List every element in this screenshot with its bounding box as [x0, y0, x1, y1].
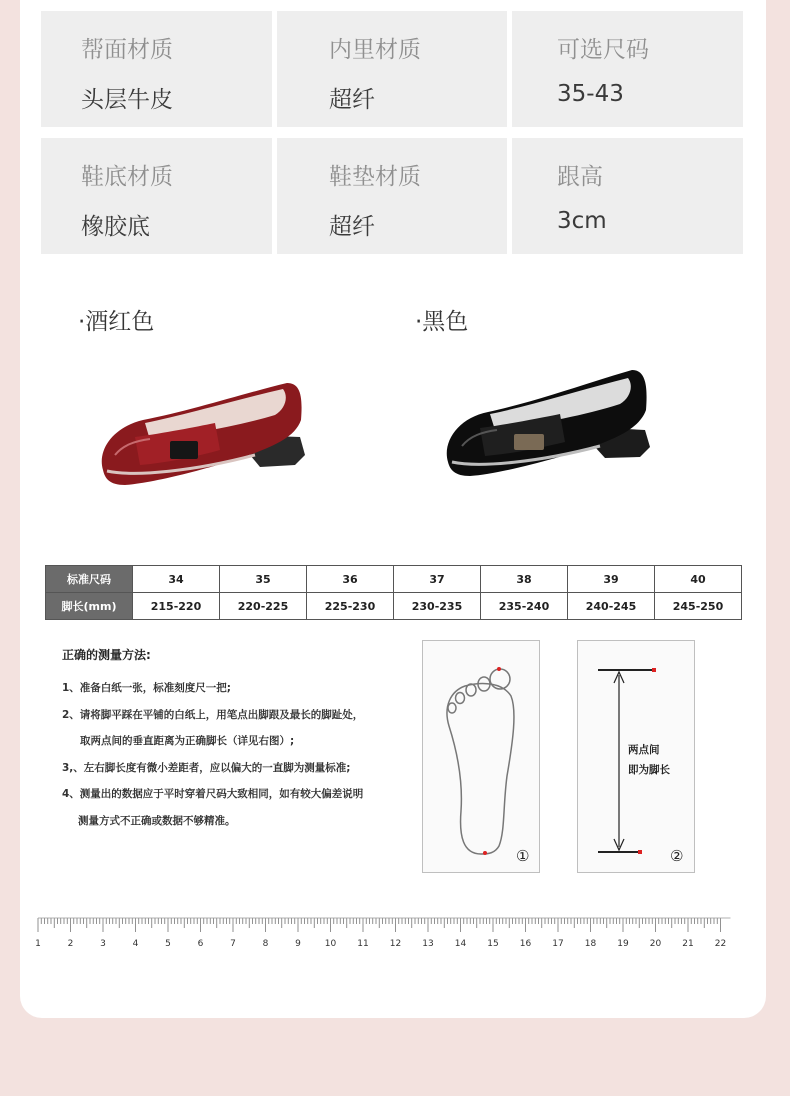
spec-value: 橡胶底 [81, 214, 150, 240]
table-row [46, 593, 742, 620]
measure-step: 1、准备白纸一张，标准刻度尺一把; [62, 682, 232, 694]
length-row-header: 脚长(mm) [46, 593, 133, 620]
size-chart-table [45, 565, 742, 620]
spec-value: 超纤 [329, 214, 375, 240]
spec-label: 跟高 [557, 164, 603, 190]
ruler-number: 10 [324, 939, 337, 949]
length-cell: 220-225 [220, 593, 307, 620]
length-cell: 235-240 [481, 593, 568, 620]
size-cell: 38 [481, 566, 568, 593]
ruler-number: 3 [100, 939, 106, 949]
spec-value: 头层牛皮 [81, 87, 173, 113]
ruler-number: 6 [197, 939, 204, 949]
measure-step: 取两点间的垂直距离为正确脚长（详见右图）; [80, 735, 295, 747]
measure-step: 2、请将脚平踩在平铺的白纸上，用笔点出脚跟及最长的脚趾处， [62, 709, 364, 721]
ruler-number: 2 [67, 939, 74, 949]
size-cell: 39 [568, 566, 655, 593]
ruler-number: 16 [519, 939, 532, 949]
spec-value: 超纤 [329, 87, 375, 113]
measure-step: 4、测量出的数据应于平时穿着尺码大致相同，如有较大偏差说明 [62, 788, 364, 800]
spec-label: 内里材质 [329, 37, 421, 63]
shoe-image-wine-red[interactable] [95, 375, 315, 500]
size-cell: 36 [307, 566, 394, 593]
ruler-number: 7 [230, 939, 236, 949]
spec-label: 鞋底材质 [81, 164, 173, 190]
table-row [46, 566, 742, 593]
shoe-image-black[interactable] [440, 362, 660, 487]
length-cell: 215-220 [133, 593, 220, 620]
spec-label: 可选尺码 [557, 37, 649, 63]
size-cell: 37 [394, 566, 481, 593]
spec-lining-material [277, 11, 507, 127]
ruler-number: 14 [454, 939, 467, 949]
length-cell: 230-235 [394, 593, 481, 620]
spec-value: 3cm [557, 208, 607, 234]
ruler-number: 22 [714, 939, 727, 949]
color-label-black: ·黑色 [415, 309, 469, 335]
length-cell: 225-230 [307, 593, 394, 620]
spec-sole-material [41, 138, 272, 254]
diagram-number-1: ① [516, 847, 530, 865]
ruler-number: 11 [357, 939, 369, 949]
size-cell: 34 [133, 566, 220, 593]
ruler-number: 8 [262, 939, 269, 949]
foot-outline-icon [423, 641, 539, 872]
spec-value: 35-43 [557, 81, 624, 107]
ruler-number: 17 [552, 939, 564, 949]
ruler-number: 21 [682, 939, 694, 949]
spec-heel-height [512, 138, 743, 254]
foot-diagram-panel [422, 640, 540, 873]
spec-size-range [512, 11, 743, 127]
length-cell: 240-245 [568, 593, 655, 620]
measure-title: 正确的测量方法: [62, 648, 151, 662]
length-cell: 245-250 [655, 593, 742, 620]
diagram-text-1: 两点间 [628, 744, 660, 756]
ruler-number: 5 [165, 939, 171, 949]
size-cell: 40 [655, 566, 742, 593]
color-label-wine-red: ·酒红色 [78, 309, 155, 335]
spec-label: 帮面材质 [81, 37, 173, 63]
ruler-number: 15 [487, 939, 499, 949]
spec-label: 鞋垫材质 [329, 164, 421, 190]
ruler-number: 9 [295, 939, 301, 949]
ruler-number: 12 [389, 939, 402, 949]
measure-step: 测量方式不正确或数据不够精准。 [78, 815, 236, 827]
spec-upper-material [41, 11, 272, 127]
ruler-scale [34, 912, 739, 957]
ruler-number: 18 [584, 939, 597, 949]
ruler-number: 13 [422, 939, 434, 949]
size-row-header: 标准尺码 [46, 566, 133, 593]
diagram-text-2: 即为脚长 [628, 764, 670, 776]
spec-insole-material [277, 138, 507, 254]
ruler-number: 20 [649, 939, 662, 949]
diagram-number-2: ② [670, 847, 684, 865]
size-cell: 35 [220, 566, 307, 593]
ruler-number: 4 [132, 939, 139, 949]
measure-step: 3,、左右脚长度有微小差距者，应以偏大的一直脚为测量标准; [62, 762, 351, 774]
ruler-number: 1 [35, 939, 41, 949]
length-diagram-panel [577, 640, 695, 873]
ruler-number: 19 [617, 939, 629, 949]
